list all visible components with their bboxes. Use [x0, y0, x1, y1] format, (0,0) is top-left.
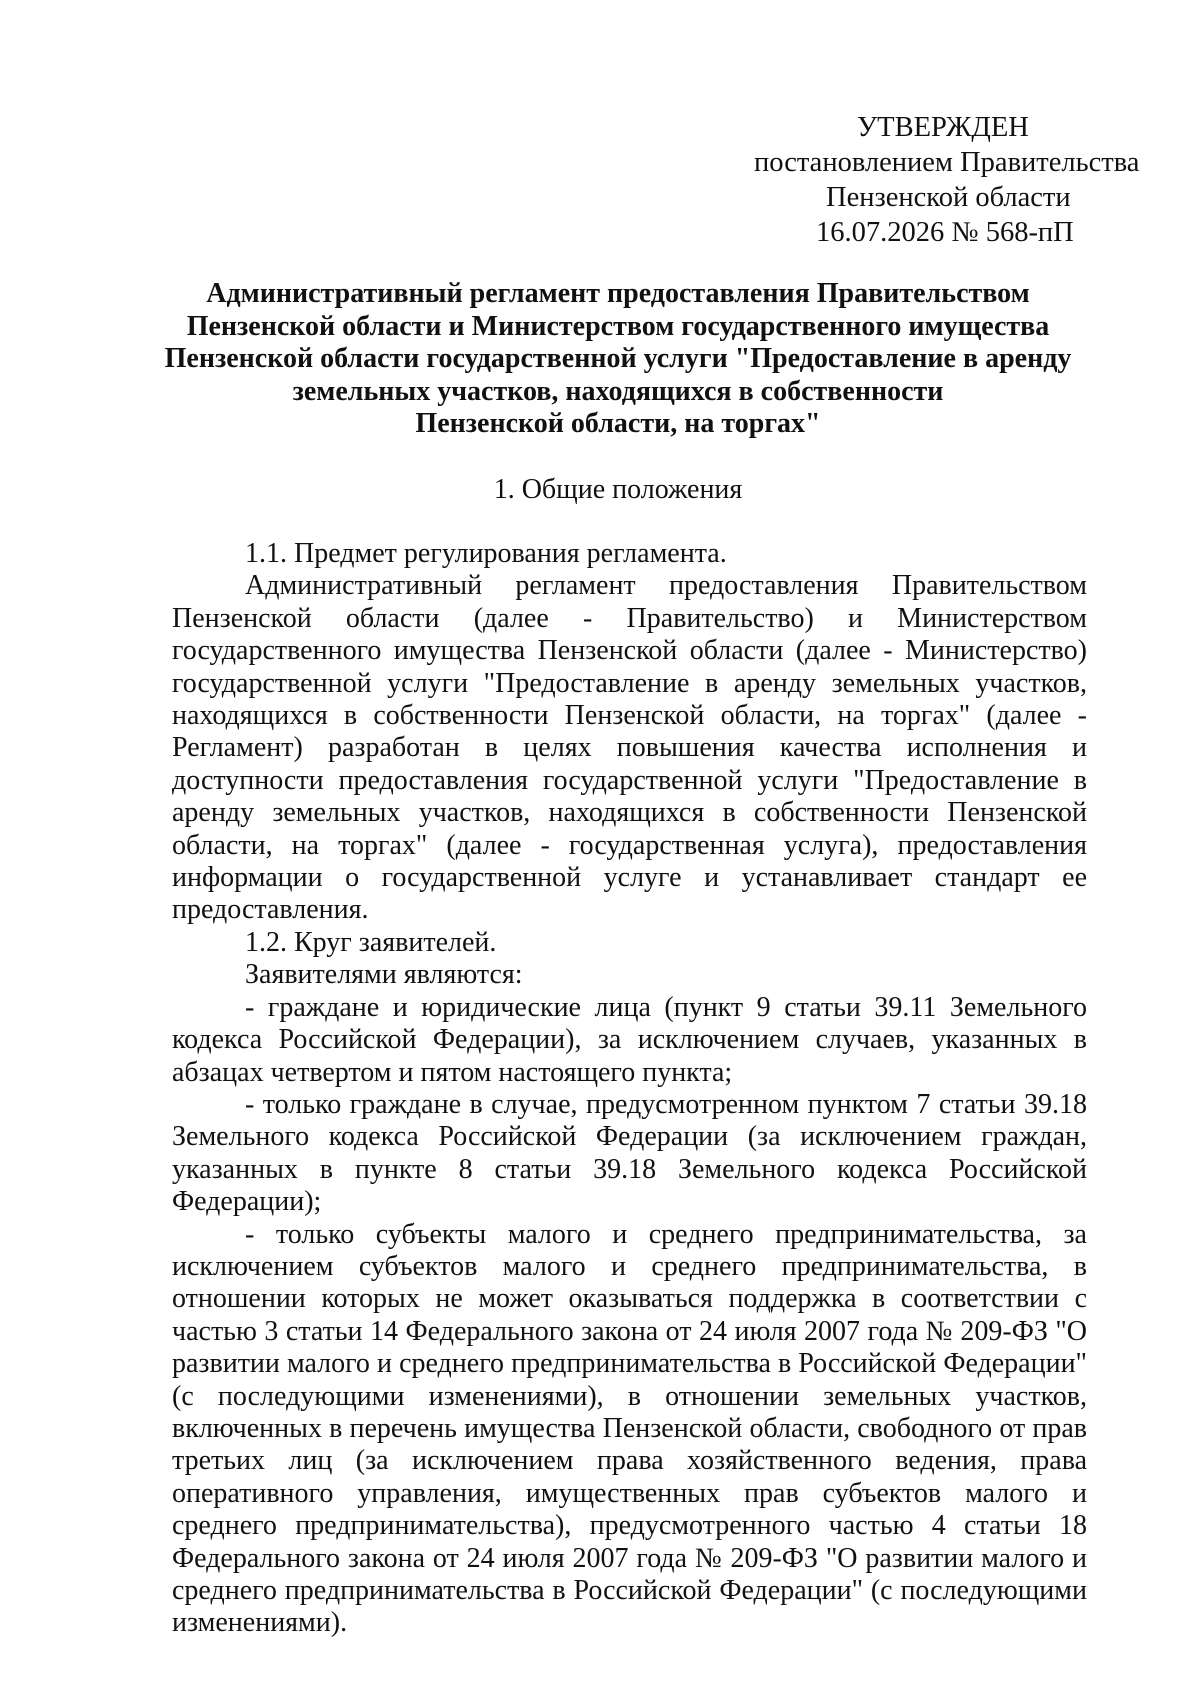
subsection-heading: 1.1. Предмет регулирования регламента.: [245, 538, 727, 569]
document-title: [150, 278, 1086, 441]
title-line: Пензенской области и Министерством государственного имущества: [186, 310, 1050, 342]
paragraph: Административный регламент предоставления Правительством Пензенской области (далее - Правительство) и Министерством государственного имущества Пензенской области (далее - Министерство) государственной услуги "Предоставление в аренду земельных участков, находящихся в собственности Пензенской области, на торгах" (далее - Регламент) разработан в целях повышения качества исполнения и доступности предоставления государственной услуги "Предоставление в аренду земельных участков, находящихся в собственности Пензенской области, на торгах" (далее - государственная услуга), предоставления информации о государственной услуге и устанавливает стандарт ее предоставления.: [172, 570, 1087, 926]
section-heading: 1. Общие положения: [493, 474, 743, 505]
title-line: Административный регламент предоставления Правительством: [206, 278, 1030, 309]
subsection-heading: 1.2. Круг заявителей.: [245, 926, 497, 958]
approval-resolution-line: постановлением Правительства: [754, 147, 1140, 178]
approval-region-line: Пензенской области: [826, 182, 1071, 213]
list-item: - только субъекты малого и среднего предпринимательства, за исключением субъектов малого и среднего предпринимательства, в отношении которых не может оказываться поддержка в соответствии с частью 3 статьи 14 Федерального закона от 24 июля 2007 года № 209-ФЗ "О развитии малого и среднего предпринимательства в Российской Федерации" (с последующими изменениями), в отношении земельных участков, включенных в перечень имущества Пензенской области, свободного от прав третьих лиц (за исключением права хозяйственного ведения, права оперативного управления, имущественных прав субъектов малого и среднего предпринимательства), предусмотренного частью 4 статьи 18 Федерального закона от 24 июля 2007 года № 209-ФЗ "О развитии малого и среднего предпринимательства в Российской Федерации" (с последующими изменениями).: [172, 1218, 1087, 1639]
approval-stamp-block: [700, 110, 1170, 250]
title-line: Пензенской области, на торгах": [415, 408, 821, 439]
title-line: Пензенской области государственной услуги "Предоставление в аренду: [164, 343, 1072, 374]
approval-date-number: 16.07.2026 № 568-пП: [816, 217, 1074, 248]
section-body: [172, 538, 1087, 1640]
approval-heading: УТВЕРЖДЕН: [857, 112, 1029, 143]
list-item: - граждане и юридические лица (пункт 9 статьи 39.11 Земельного кодекса Российской Федерации), за исключением случаев, указанных в абзацах четвертом и пятом настоящего пункта;: [172, 991, 1087, 1088]
paragraph: Заявителями являются:: [245, 959, 523, 991]
title-line: земельных участков, находящихся в собственности: [292, 375, 944, 407]
list-item: - только граждане в случае, предусмотренном пунктом 7 статьи 39.18 Земельного кодекса Российской Федерации (за исключением граждан, указанных в пункте 8 статьи 39.18 Земельного кодекса Российской Федерации);: [172, 1088, 1087, 1218]
